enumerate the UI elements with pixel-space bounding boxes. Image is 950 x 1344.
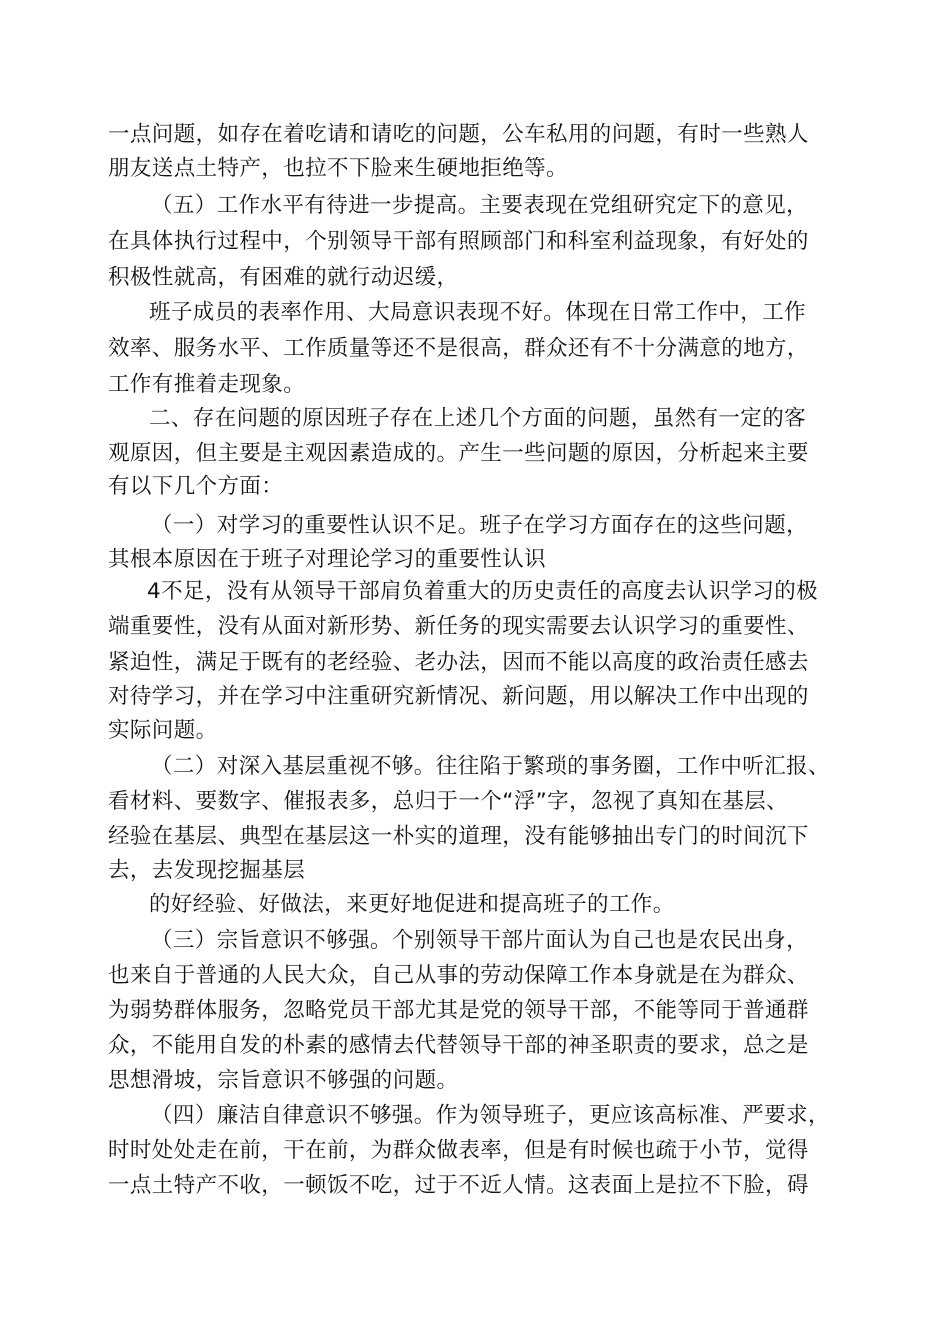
text-line: 效率、服务水平、工作质量等还不是很高，群众还有不十分满意的地方， [108,336,809,361]
text-line: 班子成员的表率作用、大局意识表现不好。体现在日常工作中，工作 [149,300,807,325]
text-line: 在具体执行过程中，个别领导干部有照顾部门和科室利益现象，有好处的 [108,229,809,254]
text-line: 积极性就高，有困难的就行动迟缓， [108,265,459,290]
text-line: （四）廉洁自律意识不够强。作为领导班子，更应该高标准、严要求， [151,1103,830,1128]
text-line: 一点问题，如存在着吃请和请吃的问题，公车私用的问题，有时一些熟人 [108,122,809,147]
text-line: 时时处处走在前，干在前，为群众做表率，但是有时候也疏于小节，觉得 [108,1138,809,1163]
text-line: 二、存在问题的原因班子存在上述几个方面的问题，虽然有一定的客 [149,406,807,431]
text-line: 众，不能用自发的朴素的感情去代替领导干部的神圣职责的要求，总之是 [108,1033,809,1058]
text-line: （一）对学习的重要性认识不足。班子在学习方面存在的这些问题， [151,513,809,538]
text-line: 去，去发现挖掘基层 [108,858,306,883]
text-line: 对待学习，并在学习中注重研究新情况、新问题，用以解决工作中出现的 [108,684,809,709]
text-line: 看材料、要数字、催报表多，总归于一个“浮”字，忽视了真知在基层、 [108,789,789,814]
text-line: （五）工作水平有待进一步提高。主要表现在党组研究定下的意见， [151,193,809,218]
text-line: 思想滑坡，宗旨意识不够强的问题。 [108,1068,459,1093]
text-line: 观原因，但主要是主观因素造成的。产生一些问题的原因，分析起来主要 [108,441,809,466]
text-line: 经验在基层、典型在基层这一朴实的道理，没有能够抽出专门的时间沉下 [108,824,809,849]
text-line: 实际问题。 [108,718,218,743]
text-line: （二）对深入基层重视不够。往往陷于繁琐的事务圈，工作中听汇报、 [151,754,830,779]
text-line: 其根本原因在于班子对理论学习的重要性认识 [108,547,547,572]
text-line: 为弱势群体服务，忽略党员干部尤其是党的领导干部，不能等同于普通群 [108,998,809,1023]
text-line: 朋友送点土特产，也拉不下脸来生硬地拒绝等。 [108,156,568,181]
text-line: 也来自于普通的人民大众，自己从事的劳动保障工作本身就是在为群众、 [108,963,809,988]
text-line: 工作有推着走现象。 [108,372,306,397]
text-line: 一点土特产不收，一顿饭不吃，过于不近人情。这表面上是拉不下脸，碍 [108,1173,809,1198]
text-line: （三）宗旨意识不够强。个别领导干部片面认为自己也是农民出身， [151,928,809,953]
text-line: 端重要性，没有从面对新形势、新任务的现实需要去认识学习的重要性、 [108,614,809,639]
text-line: 紧迫性，满足于既有的老经验、老办法，因而不能以高度的政治责任感去 [108,650,809,675]
text-line: 4不足，没有从领导干部肩负着重大的历史责任的高度去认识学习的极 [147,579,819,604]
text-line: 的好经验、好做法，来更好地促进和提高班子的工作。 [149,892,675,917]
text-line: 有以下几个方面： [108,474,284,499]
